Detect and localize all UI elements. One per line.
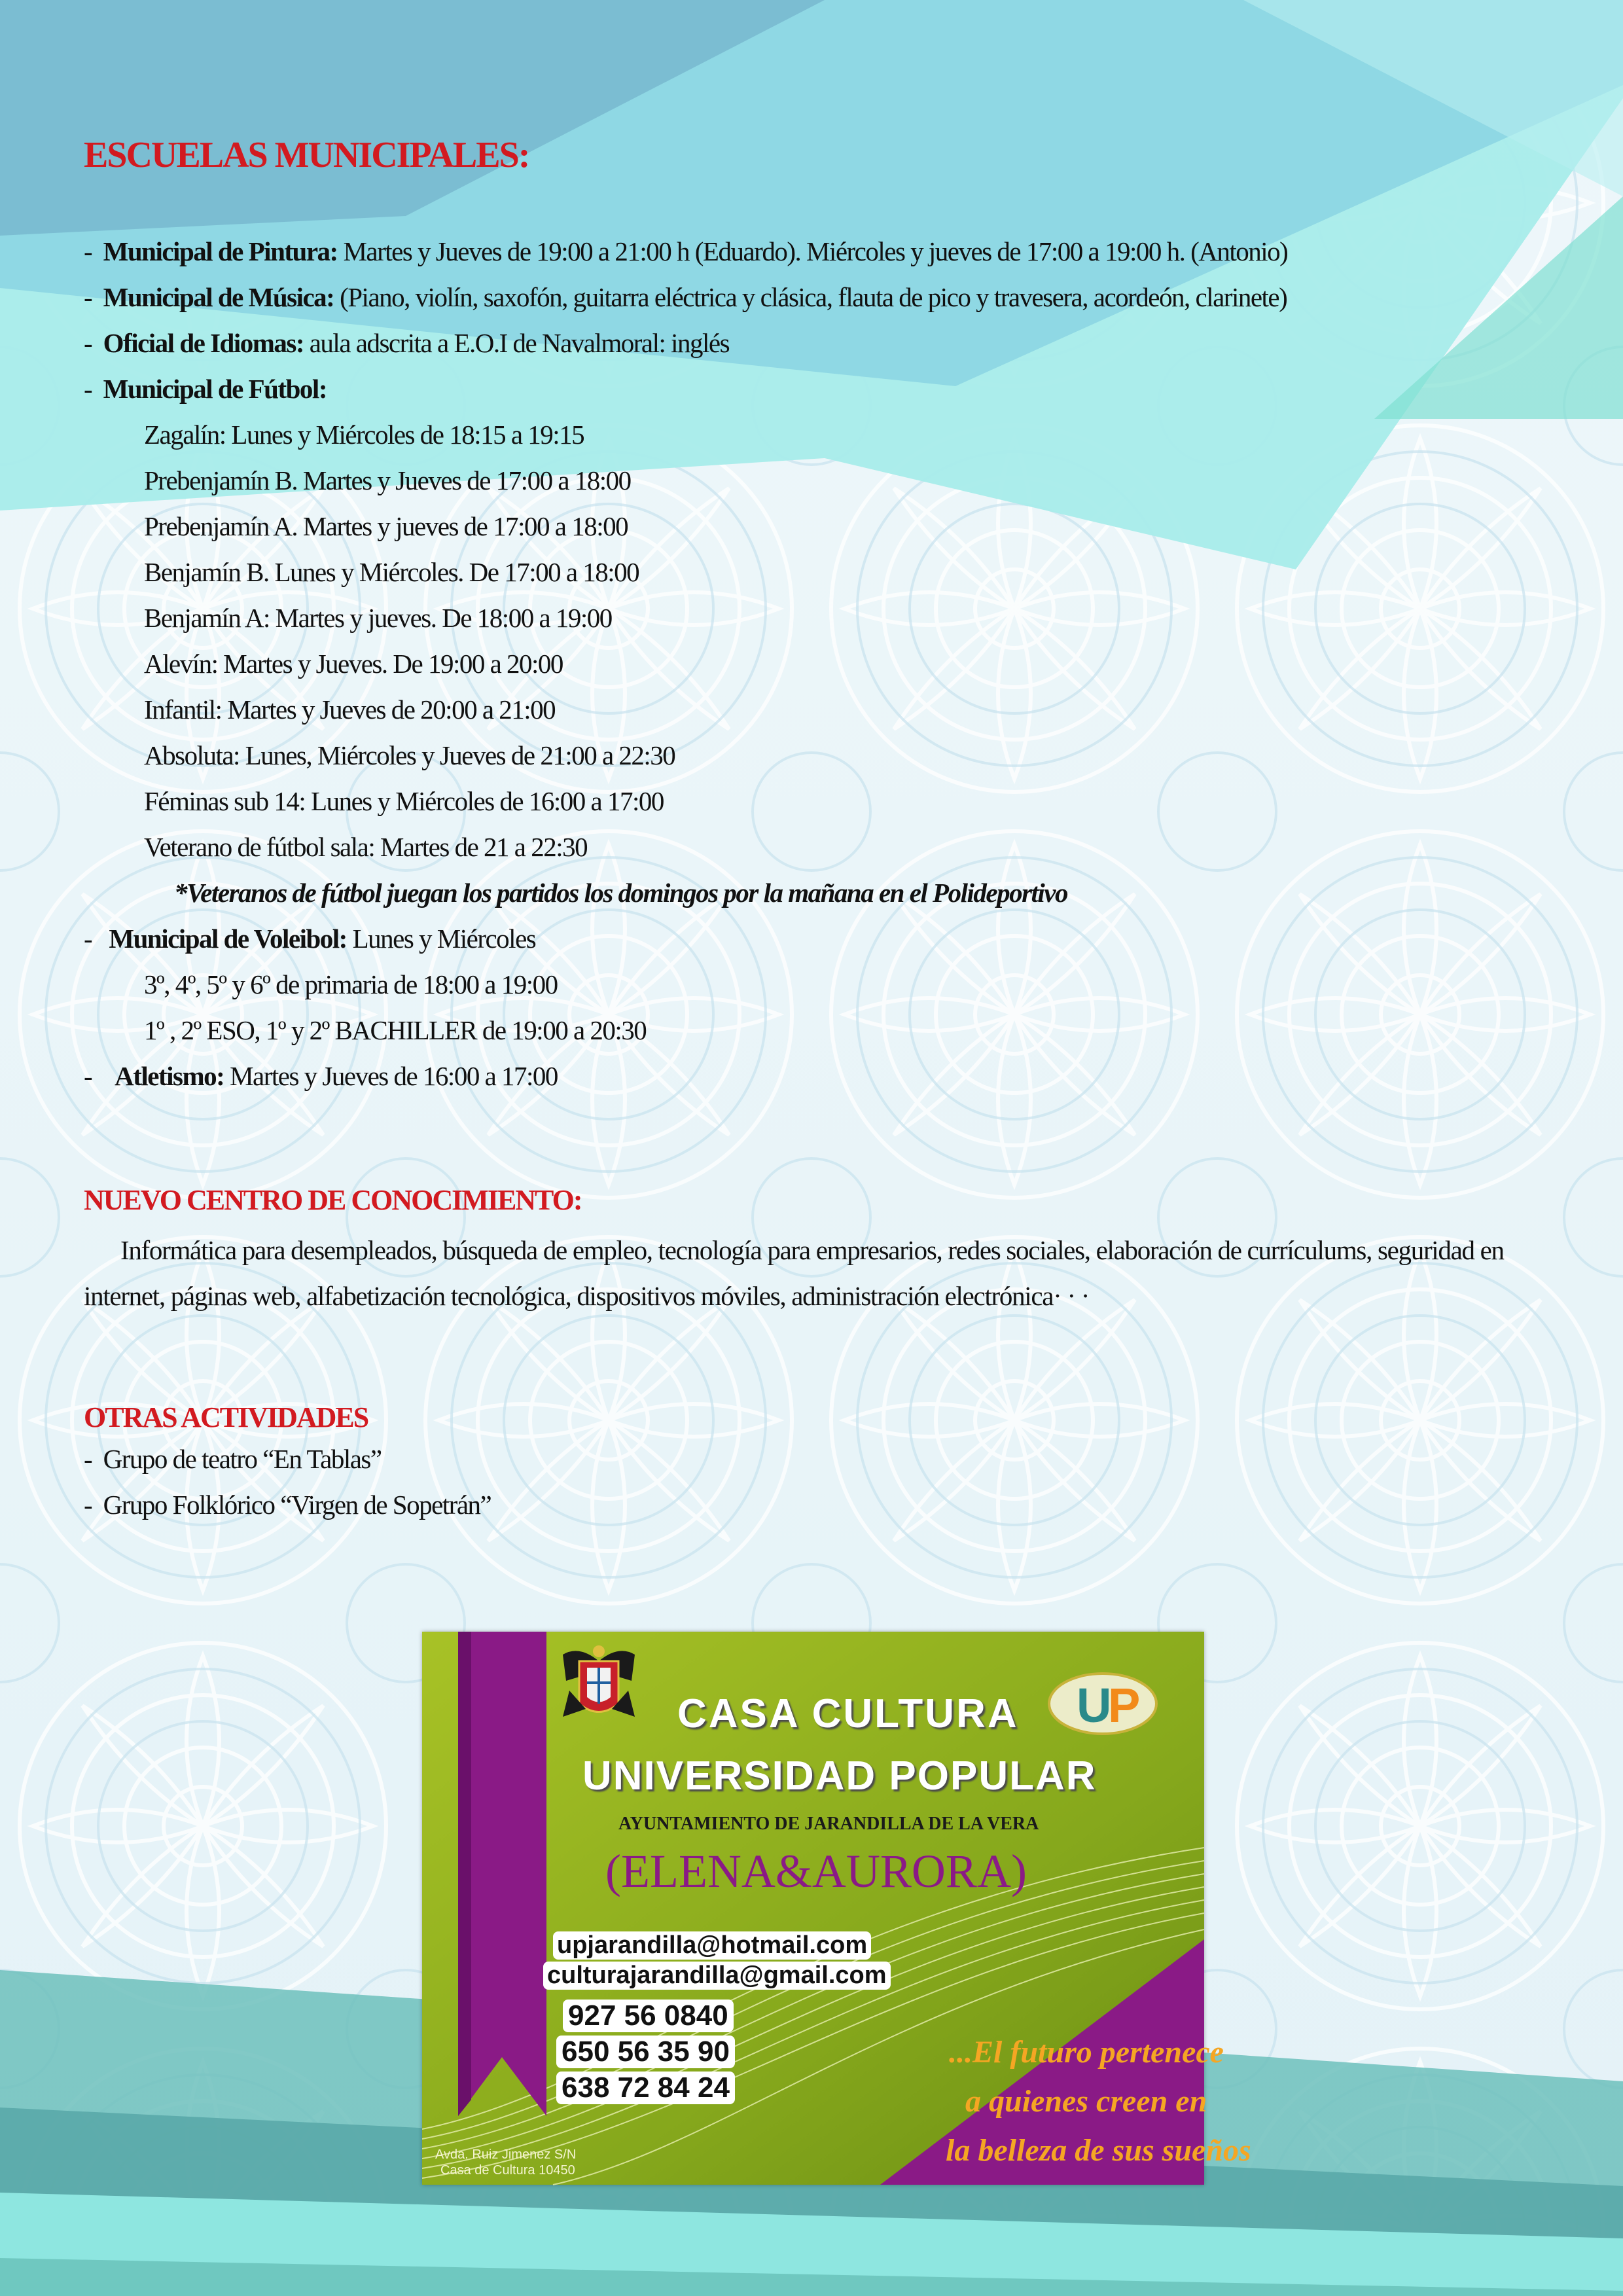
casa-cultura-card <box>422 1632 1251 2185</box>
futbol-item: Alevín: Martes y Jueves. De 19:00 a 20:00 <box>144 649 563 679</box>
escuela-text: Martes y Jueves de 19:00 a 21:00 h (Eduardo). Miércoles y jueves de 17:00 a 19:00 h. (Antonio) <box>337 236 1288 266</box>
futbol-item: Benjamín A: Martes y jueves. De 18:00 a 19:00 <box>144 603 612 633</box>
bullet: - <box>84 328 92 358</box>
card-slogan-line: ...El futuro pertenece <box>949 2035 1224 2070</box>
card-address: Casa de Cultura 10450 <box>440 2163 575 2178</box>
escuela-label: Municipal de Pintura: <box>103 236 338 266</box>
escuela-label: Municipal de Fútbol: <box>103 374 327 404</box>
card-ayuntamiento: AYUNTAMIENTO DE JARANDILLA DE LA VERA <box>618 1814 1039 1834</box>
escuelas-heading: ESCUELAS MUNICIPALES: <box>84 135 529 175</box>
centro-heading: NUEVO CENTRO DE CONOCIMIENTO: <box>84 1184 582 1216</box>
escuela-atletismo <box>84 1060 558 1092</box>
logo-letter-u: U <box>1077 1678 1112 1732</box>
escuela-label: Oficial de Idiomas: <box>103 328 304 358</box>
escuela-futbol <box>84 373 327 404</box>
futbol-item: Zagalín: Lunes y Miércoles de 18:15 a 19:15 <box>144 420 584 450</box>
voleibol-item: 1º , 2º ESO, 1º y 2º BACHILLER de 19:00 a 20:30 <box>144 1015 647 1045</box>
escuela-text: Lunes y Miércoles <box>346 924 536 954</box>
card-title-casa: CASA CULTURA <box>677 1691 1019 1736</box>
bullet: - <box>84 1444 92 1474</box>
escuela-text: (Piano, violín, saxofón, guitarra eléctrica y clásica, flauta de pico y travesera, acordeón, clarinete) <box>334 282 1287 312</box>
futbol-item: Infantil: Martes y Jueves de 20:00 a 21:00 <box>144 694 556 725</box>
escuela-label: Municipal de Música: <box>103 282 334 312</box>
futbol-item: Benjamín B. Lunes y Miércoles. De 17:00 a 18:00 <box>144 557 639 587</box>
card-address: Avda. Ruiz Jimenez S/N <box>435 2147 577 2162</box>
escuela-musica <box>84 281 1287 313</box>
otras-item <box>84 1489 491 1520</box>
futbol-note: *Veteranos de fútbol juegan los partidos los domingos por la mañana en el Polideportivo <box>174 878 1067 908</box>
bullet: - <box>84 282 92 312</box>
otras-text: Grupo de teatro “En Tablas” <box>103 1444 382 1474</box>
futbol-item: Féminas sub 14: Lunes y Miércoles de 16:00 a 17:00 <box>144 786 664 816</box>
futbol-item: Prebenjamín B. Martes y Jueves de 17:00 a 18:00 <box>144 465 631 495</box>
otras-item <box>84 1443 382 1475</box>
escuela-text: aula adscrita a E.O.I de Navalmoral: inglés <box>303 328 730 358</box>
bullet: - <box>84 924 92 954</box>
bullet: - <box>84 236 92 266</box>
futbol-item: Prebenjamín A. Martes y jueves de 17:00 a 18:00 <box>144 511 628 541</box>
futbol-item: Absoluta: Lunes, Miércoles y Jueves de 21:00 a 22:30 <box>144 740 675 770</box>
card-email-hotmail: upjarandilla@hotmail.com <box>553 1931 871 1960</box>
escuela-text: Martes y Jueves de 16:00 a 17:00 <box>224 1061 558 1091</box>
escuela-idiomas <box>84 327 729 359</box>
otras-text: Grupo Folklórico “Virgen de Sopetrán” <box>103 1490 491 1520</box>
escuela-label: Municipal de Voleibol: <box>109 924 347 954</box>
card-phone: 638 72 84 24 <box>556 2072 735 2104</box>
centro-paragraph <box>84 1227 1556 1319</box>
card-names: (ELENA&AURORA) <box>605 1845 1027 1897</box>
card-phone: 927 56 0840 <box>563 2000 734 2032</box>
bullet: - <box>84 1061 92 1091</box>
centro-text: Informática para desempleados, búsqueda de empleo, tecnología para empresarios, redes sociales, elaboración de currículums, seguridad en internet, páginas web, alfabetización tecnológica, dispositivos móviles, administración electrónica· · · <box>84 1235 1504 1311</box>
voleibol-item: 3º, 4º, 5º y 6º de primaria de 18:00 a 19:00 <box>144 969 558 999</box>
card-email-gmail: culturajarandilla@gmail.com <box>543 1962 891 1990</box>
escuela-voleibol <box>84 923 535 954</box>
otras-heading: OTRAS ACTIVIDADES <box>84 1401 368 1433</box>
bullet: - <box>84 374 92 404</box>
card-slogan-line: a quienes creen en <box>965 2084 1207 2119</box>
card-phone: 650 56 35 90 <box>556 2036 735 2068</box>
card-slogan-line: la belleza de sus sueños <box>946 2133 1251 2168</box>
futbol-item: Veterano de fútbol sala: Martes de 21 a 22:30 <box>144 832 588 862</box>
logo-letter-p: P <box>1108 1678 1141 1732</box>
card-title-universidad: UNIVERSIDAD POPULAR <box>582 1753 1097 1799</box>
escuela-pintura <box>84 236 1287 267</box>
escuela-label: Atletismo: <box>115 1061 224 1091</box>
bullet: - <box>84 1490 92 1520</box>
